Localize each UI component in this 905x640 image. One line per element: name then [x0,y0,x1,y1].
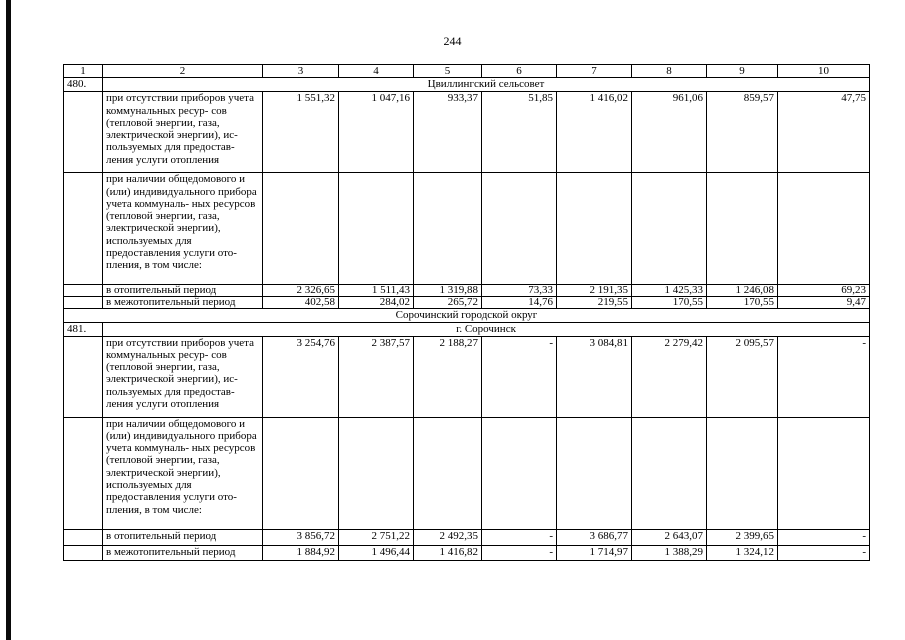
page-number: 244 [443,34,462,48]
value-cell: 402,58 [263,297,339,309]
row-label: в межотопительный период [103,545,263,560]
value-cell: 2 492,35 [414,529,482,545]
value-cell: 2 751,22 [339,529,414,545]
table-row [64,92,870,173]
value-cell: 170,55 [632,297,707,309]
row-label: в отопительный период [103,529,263,545]
value-cell: 1 416,02 [557,92,632,173]
tariff-table [63,64,870,561]
value-cell: 859,57 [707,92,778,173]
value-cell: 9,47 [778,297,870,309]
row-label: при наличии общедомового и (или) индивидуального прибора учета коммуналь- ных ресурсов (тепловой энергии, газа, электрической энергии), используемых для предоставления услуги ото- пления, в том числе: [103,173,263,285]
table-row [64,297,870,309]
row-label: при отсутствии приборов учета коммунальных ресур- сов (тепловой энергии, газа, электрической энергии), ис- пользуемых для предостав- ления услуги отопления [103,92,263,173]
row-label: в межотопительный период [103,297,263,309]
binding-edge [6,0,11,640]
value-cell: 2 279,42 [632,336,707,417]
col-number: 10 [778,65,870,78]
table-row [64,545,870,560]
table-row [64,417,870,529]
col-number: 7 [557,65,632,78]
okrug-title: Сорочинский городской округ [64,309,870,323]
value-cell: - [482,529,557,545]
value-cell: 933,37 [414,92,482,173]
value-cell: 2 326,65 [263,285,339,297]
value-cell: 1 047,16 [339,92,414,173]
value-cell: 961,06 [632,92,707,173]
col-number: 6 [482,65,557,78]
table-row [64,173,870,285]
col-number: 9 [707,65,778,78]
value-cell: - [778,336,870,417]
value-cell: 219,55 [557,297,632,309]
row-label: при отсутствии приборов учета коммунальных ресур- сов (тепловой энергии, газа, электрической энергии), ис- пользуемых для предостав- ления услуги отопления [103,336,263,417]
col-number: 8 [632,65,707,78]
table-row [64,336,870,417]
value-cell: 1 388,29 [632,545,707,560]
section-title: Цвиллингский сельсовет [103,78,870,92]
col-number: 2 [103,65,263,78]
value-cell: 2 095,57 [707,336,778,417]
okrug-header-row [64,309,870,323]
value-cell: - [778,529,870,545]
value-cell: 3 254,76 [263,336,339,417]
value-cell: 2 191,35 [557,285,632,297]
value-cell: - [778,545,870,560]
col-number: 1 [64,65,103,78]
value-cell: 2 399,65 [707,529,778,545]
section-header-row [64,323,870,336]
col-number: 5 [414,65,482,78]
value-cell: 3 084,81 [557,336,632,417]
value-cell: 1 319,88 [414,285,482,297]
value-cell: 51,85 [482,92,557,173]
value-cell: 2 387,57 [339,336,414,417]
value-cell: 14,76 [482,297,557,309]
value-cell: - [482,545,557,560]
value-cell: 170,55 [707,297,778,309]
value-cell: 1 884,92 [263,545,339,560]
value-cell: - [482,336,557,417]
value-cell: 69,23 [778,285,870,297]
value-cell: 1 246,08 [707,285,778,297]
value-cell: 1 416,82 [414,545,482,560]
table-row [64,529,870,545]
section-header-row [64,78,870,92]
col-number: 4 [339,65,414,78]
value-cell: 1 551,32 [263,92,339,173]
row-index: 481. [64,323,103,336]
col-number: 3 [263,65,339,78]
column-number-row [64,65,870,78]
value-cell: 1 511,43 [339,285,414,297]
row-label: в отопительный период [103,285,263,297]
value-cell: 265,72 [414,297,482,309]
value-cell: 47,75 [778,92,870,173]
section-title: г. Сорочинск [103,323,870,336]
value-cell: 1 496,44 [339,545,414,560]
table-row [64,285,870,297]
value-cell: 1 714,97 [557,545,632,560]
value-cell: 2 188,27 [414,336,482,417]
value-cell: 3 856,72 [263,529,339,545]
value-cell: 3 686,77 [557,529,632,545]
value-cell: 1 324,12 [707,545,778,560]
value-cell: 1 425,33 [632,285,707,297]
value-cell: 284,02 [339,297,414,309]
row-index: 480. [64,78,103,92]
value-cell: 73,33 [482,285,557,297]
value-cell: 2 643,07 [632,529,707,545]
row-label: при наличии общедомового и (или) индивидуального прибора учета коммуналь- ных ресурсов (тепловой энергии, газа, электрической энергии), используемых для предоставления услуги ото- пления, в том числе: [103,417,263,529]
